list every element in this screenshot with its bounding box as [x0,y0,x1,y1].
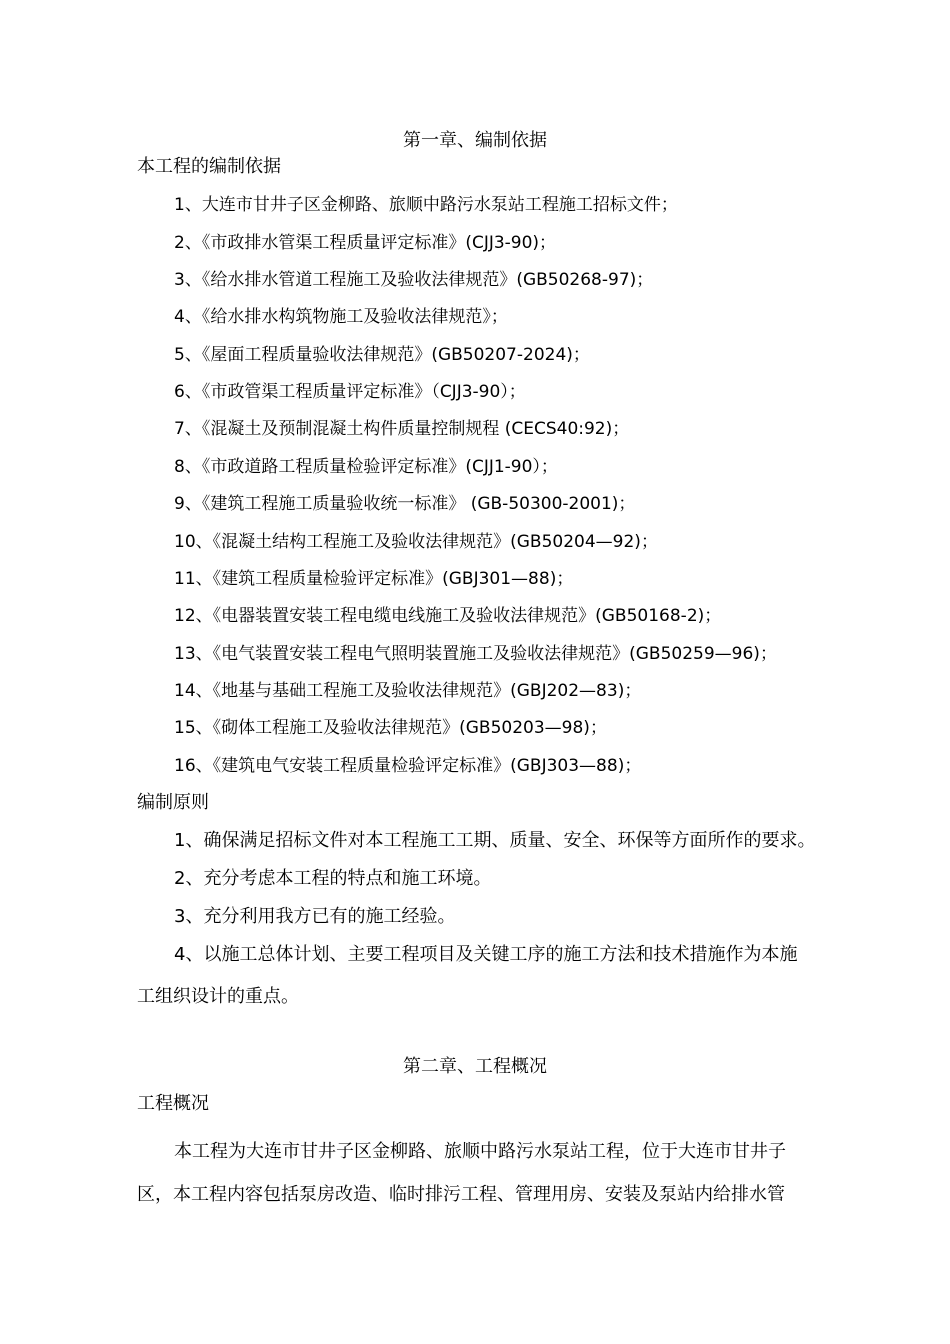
basis-item: 7、《混凝土及预制混凝土构件质量控制规程 (CECS40:92)； [174,419,630,439]
basis-item: 14、《地基与基础工程施工及验收法律规范》(GBJ202—83)； [174,681,642,701]
overview-line: 区，本工程内容包括泵房改造、临时排污工程、管理用房、安装及泵站内给排水管 [137,1184,785,1205]
basis-item: 3、《给水排水管道工程施工及验收法律规范》(GB50268-97)； [174,270,654,290]
basis-item: 12、《电器装置安装工程电缆电线施工及验收法律规范》(GB50168-2)； [174,606,722,626]
chapter1-title: 第一章、编制依据 [403,130,547,151]
section-heading-principles: 编制原则 [137,792,209,813]
basis-item: 10、《混凝土结构工程施工及验收法律规范》(GB50204—92)； [174,532,658,552]
section-heading-basis: 本工程的编制依据 [137,156,281,177]
basis-item: 9、《建筑工程施工质量验收统一标准》 (GB-50300-2001)； [174,494,636,514]
basis-item: 6、《市政管渠工程质量评定标准》（CJJ3-90）； [174,382,526,402]
basis-item: 2、《市政排水管渠工程质量评定标准》(CJJ3-90)； [174,233,557,253]
section-heading-overview: 工程概况 [137,1093,209,1114]
basis-item: 16、《建筑电气安装工程质量检验评定标准》(GBJ303—88)； [174,756,642,776]
principle-item: 3、充分利用我方已有的施工经验。 [174,906,456,927]
principle-item: 4、以施工总体计划、主要工程项目及关键工序的施工方法和技术措施作为本施 [174,944,798,965]
basis-item: 13、《电气装置安装工程电气照明装置施工及验收法律规范》(GB50259—96)； [174,644,777,664]
basis-item: 4、《给水排水构筑物施工及验收法律规范》； [174,307,508,327]
basis-item: 15、《砌体工程施工及验收法律规范》(GB50203—98)； [174,718,607,738]
principle-continuation: 工组织设计的重点。 [137,986,299,1007]
basis-item: 1、大连市甘井子区金柳路、旅顺中路污水泵站工程施工招标文件； [174,195,678,215]
chapter2-title: 第二章、工程概况 [403,1056,547,1077]
basis-item: 11、《建筑工程质量检验评定标准》(GBJ301—88)； [174,569,574,589]
basis-item: 8、《市政道路工程质量检验评定标准》(CJJ1-90）； [174,457,558,477]
overview-line: 本工程为大连市甘井子区金柳路、旅顺中路污水泵站工程，位于大连市甘井子 [174,1141,786,1162]
principle-item: 1、确保满足招标文件对本工程施工工期、质量、安全、环保等方面所作的要求。 [174,830,816,851]
principle-item: 2、充分考虑本工程的特点和施工环境。 [174,868,492,889]
basis-item: 5、《屋面工程质量验收法律规范》(GB50207-2024)； [174,345,590,365]
